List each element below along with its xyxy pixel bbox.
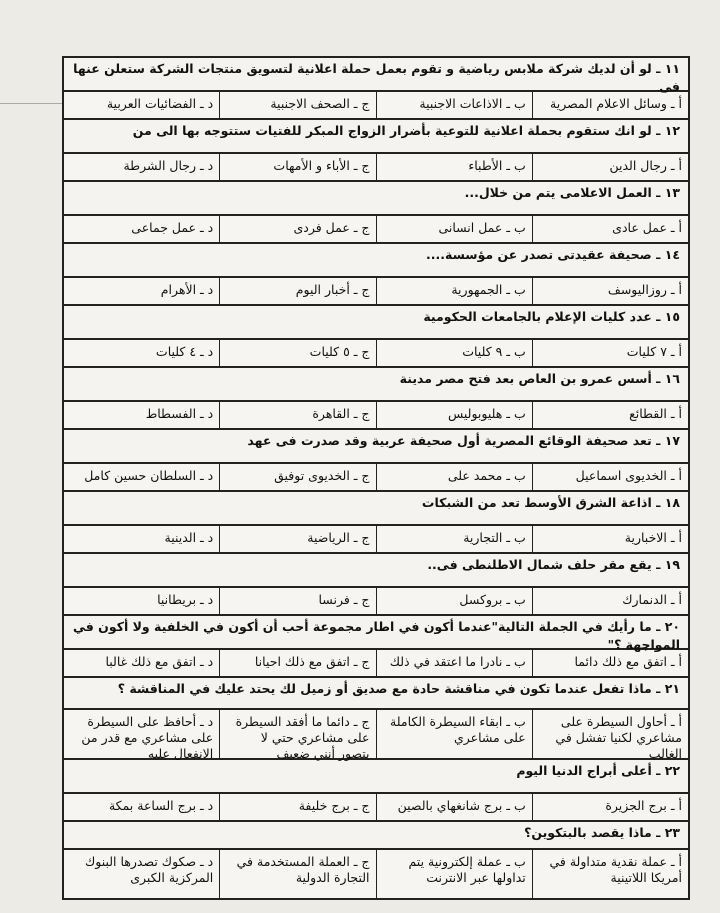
- question-text: ١١ ـ لو أن لديك شركة ملابس رياضية و تقوم بعمل حملة اعلانية لتسويق منتجات الشركة ستعلن عنها فى: [62, 56, 690, 90]
- question-text: ٢١ ـ ماذا تفعل عندما تكون في مناقشة حادة مع صديق أو زميل لك يحتد عليك في المناقشة ؟: [62, 676, 690, 708]
- answer-option[interactable]: د ـ الفضائيات العربية: [106, 96, 214, 111]
- answer-option[interactable]: د ـ برج الساعة بمكة: [108, 798, 214, 813]
- question-text: ١٧ ـ تعد صحيفة الوقائع المصرية أول صحيفة عربية وقد صدرت فى عهد: [62, 428, 690, 462]
- answer-option[interactable]: ج ـ الأباء و الأمهات: [219, 154, 375, 180]
- answer-option[interactable]: ب ـ نادرا ما اعتقد في ذلك: [376, 650, 532, 676]
- answer-option[interactable]: ب ـ التجارية: [376, 526, 532, 552]
- answer-option[interactable]: ج ـ عمل فردى: [219, 216, 375, 242]
- options-row: [62, 708, 690, 761]
- question-text: ١٦ ـ أسس عمرو بن العاص بعد فتح مصر مدينة: [62, 366, 690, 400]
- answer-option[interactable]: ب ـ عمل انسانى: [376, 216, 532, 242]
- question-text: ١٥ ـ عدد كليات الإعلام بالجامعات الحكومية: [62, 304, 690, 338]
- options-row: [62, 648, 690, 676]
- answer-option[interactable]: ج ـ الرياضية: [219, 526, 375, 552]
- options-row: [62, 152, 690, 180]
- answer-option[interactable]: أ ـ ٧ كليات: [532, 340, 688, 366]
- answer-option[interactable]: ب ـ الاذاعات الاجنبية: [376, 92, 532, 118]
- exam-sheet: [62, 56, 690, 900]
- answer-option[interactable]: د ـ السلطان حسين كامل: [84, 468, 214, 483]
- answer-option[interactable]: ب ـ الأطباء: [376, 154, 532, 180]
- answer-option[interactable]: د ـ عمل جماعى: [131, 220, 214, 235]
- answer-option[interactable]: ب ـ برج شانغهاي بالصين: [376, 794, 532, 820]
- answer-option[interactable]: د ـ اتفق مع ذلك غالبا: [105, 654, 214, 669]
- options-row: [62, 214, 690, 242]
- answer-option[interactable]: د ـ صكوك تصدرها البنوك المركزية الكبرى: [84, 854, 214, 885]
- answer-option[interactable]: د ـ رجال الشرطة: [123, 158, 214, 173]
- answer-option[interactable]: د ـ الدينية: [164, 530, 214, 545]
- answer-option[interactable]: أ ـ وسائل الاعلام المصرية: [532, 92, 688, 118]
- answer-option[interactable]: أ ـ رجال الدين: [532, 154, 688, 180]
- options-row: [62, 586, 690, 614]
- options-row: [62, 400, 690, 428]
- answer-option[interactable]: ب ـ الجمهورية: [376, 278, 532, 304]
- question-text: ٢٠ ـ ما رأيك في الجملة التالية"عندما أكون في اطار مجموعة أحب أن أكون في الخلفية ولا أكون في المواجهة ؟": [62, 614, 690, 648]
- answer-option[interactable]: د ـ بريطانيا: [157, 592, 214, 607]
- answer-option[interactable]: ب ـ عملة إلكترونية يتم تداولها عبر الانترنت: [376, 850, 532, 898]
- answer-option[interactable]: ج ـ العملة المستخدمة في التجارة الدولية: [219, 850, 375, 898]
- answer-option[interactable]: ب ـ محمد على: [376, 464, 532, 490]
- options-row: [62, 848, 690, 898]
- question-text: ٢٢ ـ أعلى أبراج الدنيا اليوم: [62, 758, 690, 792]
- answer-option[interactable]: أ ـ أحاول السيطرة على مشاعري لكنيا تفشل في الغالب: [532, 710, 688, 758]
- question-text: ١٩ ـ يقع مقر حلف شمال الاطلنطى فى..: [62, 552, 690, 586]
- question-text: ١٤ ـ صحيفة عقيدتى تصدر عن مؤسسة....: [62, 242, 690, 276]
- options-row: [62, 276, 690, 304]
- answer-option[interactable]: د ـ أحافظ على السيطرة على مشاعري مع قدر من الانفعال عليه: [81, 714, 214, 761]
- answer-option[interactable]: د ـ الأهرام: [160, 282, 214, 297]
- answer-option[interactable]: أ ـ الخديوى اسماعيل: [532, 464, 688, 490]
- options-row: [62, 338, 690, 366]
- answer-option[interactable]: أ ـ الاخبارية: [532, 526, 688, 552]
- answer-option[interactable]: أ ـ اتفق مع ذلك دائما: [532, 650, 688, 676]
- answer-option[interactable]: أ ـ عملة نقدية متداولة في أمريكا اللاتينية: [532, 850, 688, 898]
- answer-option[interactable]: ب ـ هليوبوليس: [376, 402, 532, 428]
- answer-option[interactable]: ج ـ أخبار اليوم: [219, 278, 375, 304]
- answer-option[interactable]: ج ـ الخديوى توفيق: [219, 464, 375, 490]
- answer-option[interactable]: ب ـ بروكسل: [376, 588, 532, 614]
- answer-option[interactable]: أ ـ برج الجزيرة: [532, 794, 688, 820]
- options-row: [62, 462, 690, 490]
- answer-option[interactable]: أ ـ عمل عادى: [532, 216, 688, 242]
- answer-option[interactable]: أ ـ القطائع: [532, 402, 688, 428]
- question-text: ١٣ ـ العمل الاعلامى يتم من خلال...: [62, 180, 690, 214]
- answer-option[interactable]: ج ـ القاهرة: [219, 402, 375, 428]
- table-bottom-border: [62, 898, 690, 900]
- options-row: [62, 792, 690, 820]
- question-text: ١٨ ـ اذاعة الشرق الأوسط تعد من الشبكات: [62, 490, 690, 524]
- question-text: ١٢ ـ لو انك ستقوم بحملة اعلانية للتوعية بأضرار الزواج المبكر للفتيات ستتوجه بها الى من: [62, 118, 690, 152]
- answer-option[interactable]: ج ـ ٥ كليات: [219, 340, 375, 366]
- answer-option[interactable]: د ـ ٤ كليات: [155, 344, 214, 359]
- answer-option[interactable]: ج ـ برج خليفة: [219, 794, 375, 820]
- answer-option[interactable]: د ـ الفسطاط: [145, 406, 214, 421]
- fold-line: [0, 103, 62, 104]
- answer-option[interactable]: ب ـ ٩ كليات: [376, 340, 532, 366]
- answer-option[interactable]: أ ـ الدنمارك: [532, 588, 688, 614]
- answer-option[interactable]: ج ـ فرنسا: [219, 588, 375, 614]
- options-row: [62, 524, 690, 552]
- answer-option[interactable]: ج ـ اتفق مع ذلك احيانا: [219, 650, 375, 676]
- answer-option[interactable]: ج ـ الصحف الاجنبية: [219, 92, 375, 118]
- answer-option[interactable]: ب ـ ابقاء السيطرة الكاملة على مشاعري: [376, 710, 532, 758]
- question-text: ٢٣ ـ ماذا يقصد بالبتكوين؟: [62, 820, 690, 848]
- answer-option[interactable]: ج ـ دائما ما أفقد السيطرة على مشاعري حتي لا يتصور أنني ضعيف: [219, 710, 375, 758]
- answer-option[interactable]: أ ـ روزاليوسف: [532, 278, 688, 304]
- options-row: [62, 90, 690, 118]
